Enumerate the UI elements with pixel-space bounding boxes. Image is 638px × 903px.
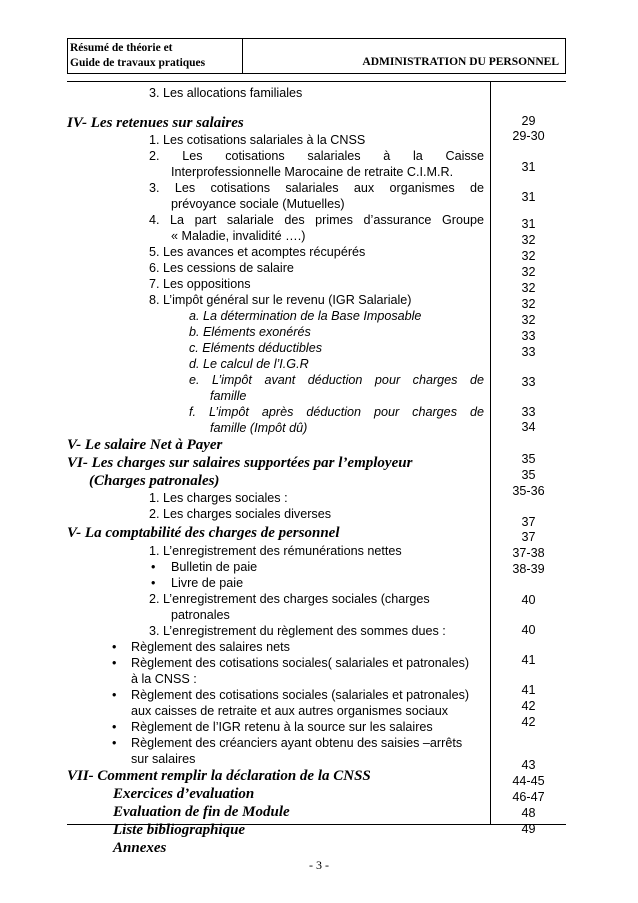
toc-entry-cont: patronales	[171, 608, 230, 622]
toc-entry: 3. Les allocations familiales	[149, 86, 303, 100]
page-number: 32	[521, 233, 536, 247]
toc-entry-cont: « Maladie, invalidité ….)	[171, 229, 306, 243]
bullet-icon: •	[112, 656, 117, 670]
toc-bullet-entry-cont: sur salaires	[131, 752, 196, 766]
toc-heading: VII- Comment remplir la déclaration de la CNSS	[67, 768, 371, 784]
toc-bullet-entry: Règlement des salaires nets	[131, 640, 290, 654]
page-number: 33	[521, 329, 536, 343]
page-number: 48	[521, 806, 536, 820]
page-number: 40	[521, 623, 536, 637]
bullet-icon: •	[151, 576, 156, 590]
page-number: 33	[521, 375, 536, 389]
page-number: 35	[521, 452, 536, 466]
toc-subentry-cont: famille	[210, 389, 247, 403]
toc-subentry: b. Eléments exonérés	[189, 325, 311, 339]
page-number: 34	[521, 420, 536, 434]
page-number: 49	[521, 822, 536, 836]
toc-bullet-entry: Livre de paie	[171, 576, 244, 590]
toc-subentry-cont: famille (Impôt dû)	[210, 421, 308, 435]
toc-subentry: d. Le calcul de l’I.G.R	[189, 357, 309, 371]
toc-subentry: f. L’impôt après déduction pour charges de	[189, 405, 484, 419]
header-right: ADMINISTRATION DU PERSONNEL	[362, 56, 559, 68]
toc-entry: 2. Les cotisations salariales à la Caisse	[149, 149, 484, 163]
page-number: 40	[521, 593, 536, 607]
page-number: 44-45	[512, 774, 545, 788]
toc-heading: IV- Les retenues sur salaires	[67, 115, 244, 131]
toc-entry: 2. Les charges sociales diverses	[149, 507, 332, 521]
toc-entry: 3. Les cotisations salariales aux organismes de	[149, 181, 484, 195]
page-number: 38-39	[512, 562, 545, 576]
page-number: 29-30	[512, 129, 545, 143]
toc-heading: Liste bibliographique	[113, 822, 246, 838]
page-number: 35	[521, 468, 536, 482]
toc-bullet-entry: Règlement des cotisations sociales( salariales et patronales)	[131, 656, 470, 670]
toc-heading-cont: (Charges patronales)	[89, 473, 220, 489]
page-number: 42	[521, 715, 536, 729]
bullet-icon: •	[112, 736, 117, 750]
toc-bullet-entry: Règlement des cotisations sociales (salariales et patronales)	[131, 688, 470, 702]
header-left-line2: Guide de travaux pratiques	[70, 57, 206, 69]
toc-heading: Annexes	[113, 840, 167, 856]
toc-heading: Exercices d’evaluation	[113, 786, 255, 802]
toc-subentry: c. Eléments déductibles	[189, 341, 323, 355]
page-number: 33	[521, 345, 536, 359]
page-number: 37	[521, 530, 536, 544]
toc-heading: Evaluation de fin de Module	[113, 804, 290, 820]
toc-entry: 1. L’enregistrement des rémunérations nettes	[149, 544, 402, 558]
page-number: 46-47	[512, 790, 545, 804]
toc-heading: V- La comptabilité des charges de personnel	[67, 525, 340, 541]
toc-subentry: a. La détermination de la Base Imposable	[189, 309, 422, 323]
toc-entry: 3. L’enregistrement du règlement des sommes dues :	[149, 624, 446, 638]
page-number: 32	[521, 313, 536, 327]
page-header	[67, 38, 566, 74]
table-of-contents	[67, 81, 566, 856]
toc-bullet-entry-cont: à la CNSS :	[131, 672, 197, 686]
page-number: 37	[521, 515, 536, 529]
toc-entry: 8. L’impôt général sur le revenu (IGR Salariale)	[149, 293, 412, 307]
toc-entry: 1. Les charges sociales :	[149, 491, 288, 505]
header-left	[68, 39, 243, 73]
toc-entry: 4. La part salariale des primes d’assurance Groupe	[149, 213, 484, 227]
page-number: 32	[521, 265, 536, 279]
toc-entry: 6. Les cessions de salaire	[149, 261, 294, 275]
page-number: 31	[521, 160, 536, 174]
page-number: 37-38	[512, 546, 545, 560]
toc-bullet-entry: Règlement des créanciers ayant obtenu des saisies –arrêts	[131, 736, 463, 750]
page-footer-number: - 3 -	[309, 858, 329, 872]
toc-bullet-entry: Bulletin de paie	[171, 560, 258, 574]
page-number: 43	[521, 758, 536, 772]
header-left-line1: Résumé de théorie et	[70, 42, 173, 54]
bullet-icon: •	[151, 560, 156, 574]
page-number: 32	[521, 297, 536, 311]
page-number: 42	[521, 699, 536, 713]
page-number: 33	[521, 405, 536, 419]
page-number: 32	[521, 281, 536, 295]
toc-bullet-entry-cont: aux caisses de retraite et aux autres organismes sociaux	[131, 704, 449, 718]
page-number: 35-36	[512, 484, 545, 498]
toc-heading: V- Le salaire Net à Payer	[67, 437, 223, 453]
page-number: 41	[521, 683, 536, 697]
toc-subentry: e. L’impôt avant déduction pour charges de	[189, 373, 484, 387]
bullet-icon: •	[112, 720, 117, 734]
toc-entry-cont: prévoyance sociale (Mutuelles)	[171, 197, 345, 211]
bullet-icon: •	[112, 688, 117, 702]
page-number: 41	[521, 653, 536, 667]
page-number: 31	[521, 217, 536, 231]
toc-bullet-entry: Règlement de l’IGR retenu à la source sur les salaires	[131, 720, 433, 734]
page-number: 31	[521, 190, 536, 204]
toc-heading: VI- Les charges sur salaires supportées par l’employeur	[67, 455, 413, 471]
page-number: 29	[521, 114, 536, 128]
toc-entry-cont: Interprofessionnelle Marocaine de retraite C.I.M.R.	[171, 165, 454, 179]
page-number: 32	[521, 249, 536, 263]
toc-entry: 5. Les avances et acomptes récupérés	[149, 245, 366, 259]
toc-entry: 2. L’enregistrement des charges sociales (charges	[149, 592, 430, 606]
toc-entry: 1. Les cotisations salariales à la CNSS	[149, 133, 366, 147]
toc-entry: 7. Les oppositions	[149, 277, 251, 291]
bullet-icon: •	[112, 640, 117, 654]
